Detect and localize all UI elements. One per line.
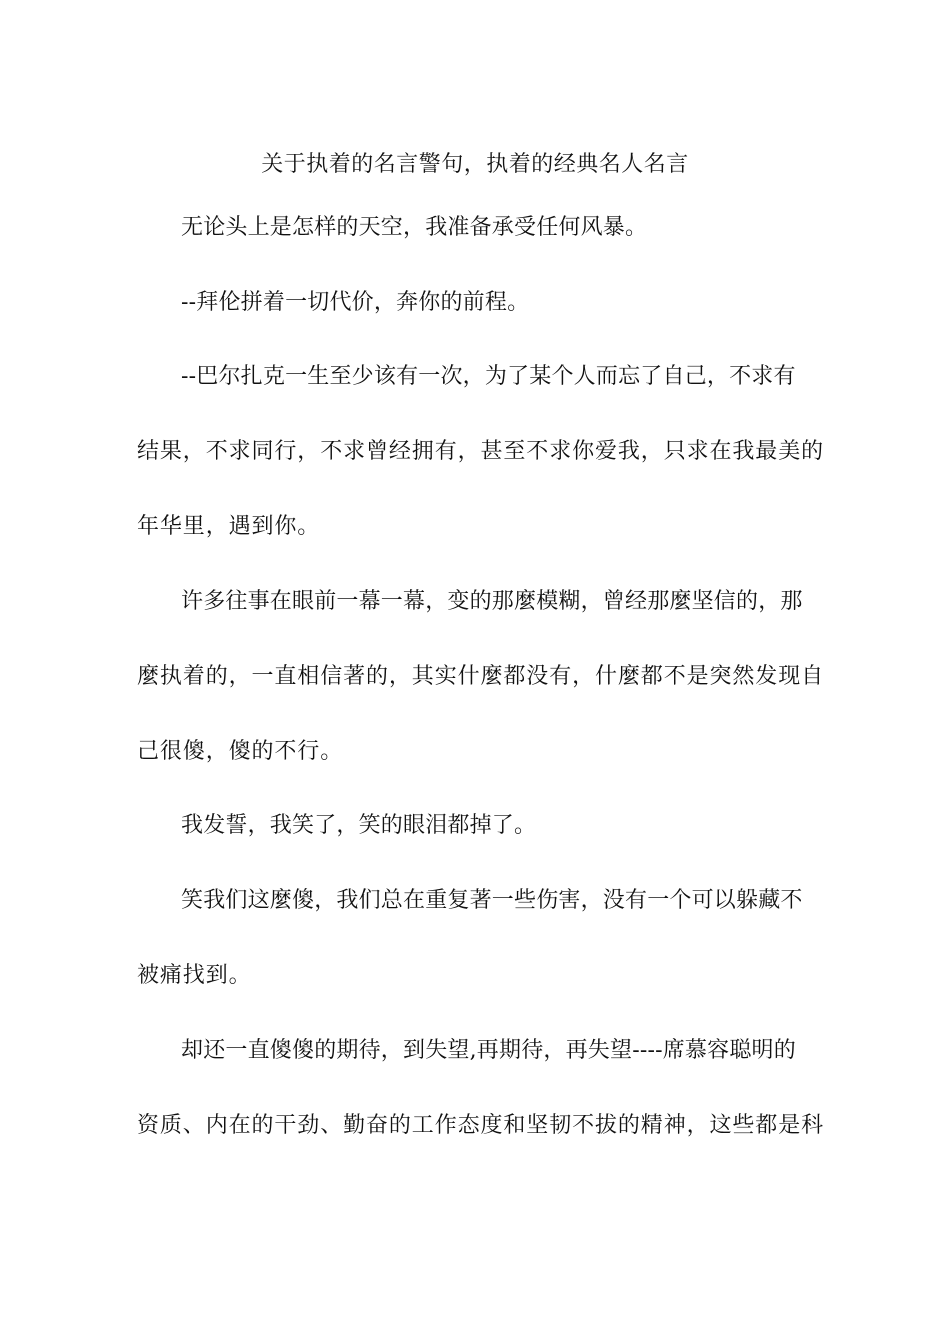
text-line: 却还一直傻傻的期待，到失望,再期待，再失望----席慕容聪明的 (181, 1038, 796, 1063)
text-line: 年华里，遇到你。 (137, 514, 321, 539)
text-line: 麼执着的，一直相信著的，其实什麼都没有，什麼都不是突然发现自 (137, 664, 825, 689)
text-line: 无论头上是怎样的天空，我准备承受任何风暴。 (181, 215, 648, 240)
text-line: --拜伦拼着一切代价，奔你的前程。 (181, 290, 530, 315)
text-line: 己很傻，傻的不行。 (137, 739, 344, 764)
text-line: 许多往事在眼前一幕一幕，变的那麼模糊，曾经那麼坚信的，那 (181, 589, 803, 614)
text-line: 资质、内在的干劲、勤奋的工作态度和坚韧不拔的精神，这些都是科 (137, 1113, 825, 1138)
text-line: 被痛找到。 (137, 963, 252, 988)
text-line: 我发誓，我笑了，笑的眼泪都掉了。 (181, 813, 537, 838)
text-line: 笑我们这麼傻，我们总在重复著一些伤害，没有一个可以躲藏不 (181, 888, 803, 913)
text-line: 结果，不求同行，不求曾经拥有，甚至不求你爱我，只求在我最美的 (137, 439, 825, 464)
document-title: 关于执着的名言警句，执着的经典名人名言 (261, 152, 689, 177)
text-line: --巴尔扎克一生至少该有一次，为了某个人而忘了自己，不求有 (181, 364, 796, 389)
